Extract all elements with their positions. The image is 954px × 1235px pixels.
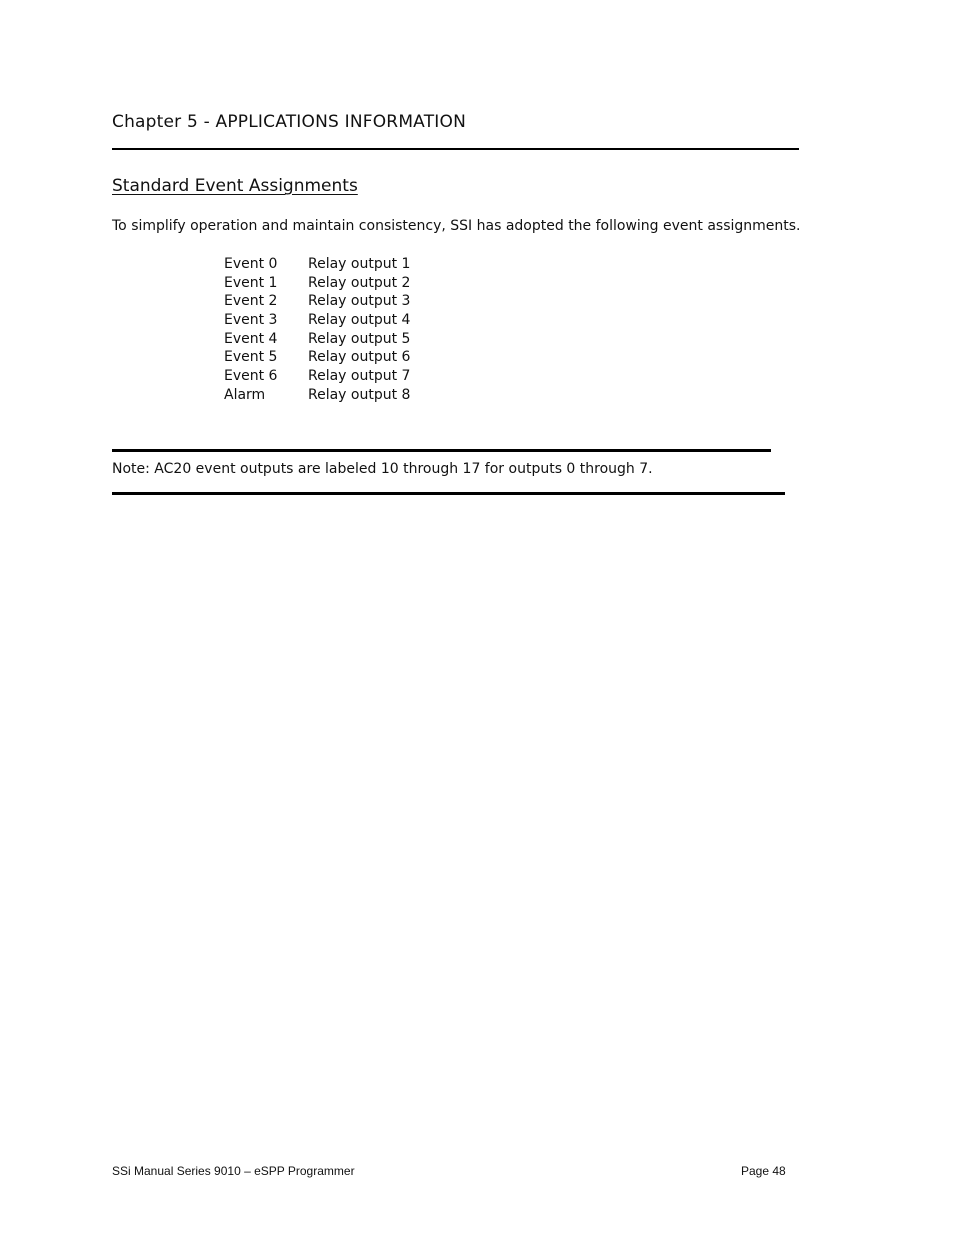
event-label: Event 5 — [224, 349, 278, 366]
assignment-row — [224, 330, 448, 349]
note-text: Note: AC20 event outputs are labeled 10 through 17 for outputs 0 through 7. — [112, 461, 653, 477]
relay-output-label: Relay output 6 — [308, 349, 411, 366]
chapter-title: Chapter 5 - APPLICATIONS INFORMATION — [112, 112, 466, 132]
event-label: Event 1 — [224, 274, 278, 291]
event-label: Alarm — [224, 386, 266, 403]
event-assignment-list — [224, 255, 448, 405]
relay-output-label: Relay output 2 — [308, 274, 411, 291]
footer-manual-title: SSi Manual Series 9010 – eSPP Programmer — [112, 1164, 355, 1178]
event-label: Event 0 — [224, 256, 278, 272]
assignment-row — [224, 367, 448, 386]
event-label: Event 6 — [224, 368, 278, 385]
relay-output-label: Relay output 3 — [308, 293, 411, 310]
header-divider — [112, 148, 799, 150]
assignment-row — [224, 255, 448, 274]
event-label: Event 4 — [224, 330, 278, 347]
footer-page-number: Page 48 — [741, 1164, 786, 1178]
assignment-row — [224, 386, 448, 405]
relay-output-label: Relay output 4 — [308, 312, 411, 329]
intro-paragraph: To simplify operation and maintain consistency, SSI has adopted the following event assignments. — [112, 218, 801, 234]
assignment-row — [224, 292, 448, 311]
section-title: Standard Event Assignments — [112, 176, 358, 196]
assignment-row — [224, 311, 448, 330]
note-bottom-divider — [112, 492, 785, 495]
event-label: Event 2 — [224, 293, 278, 310]
event-label: Event 3 — [224, 312, 278, 329]
relay-output-label: Relay output 5 — [308, 330, 411, 347]
relay-output-label: Relay output 1 — [308, 256, 411, 272]
assignment-row — [224, 348, 448, 367]
relay-output-label: Relay output 8 — [308, 386, 411, 403]
assignment-row — [224, 274, 448, 293]
relay-output-label: Relay output 7 — [308, 368, 411, 385]
note-top-divider — [112, 449, 771, 452]
